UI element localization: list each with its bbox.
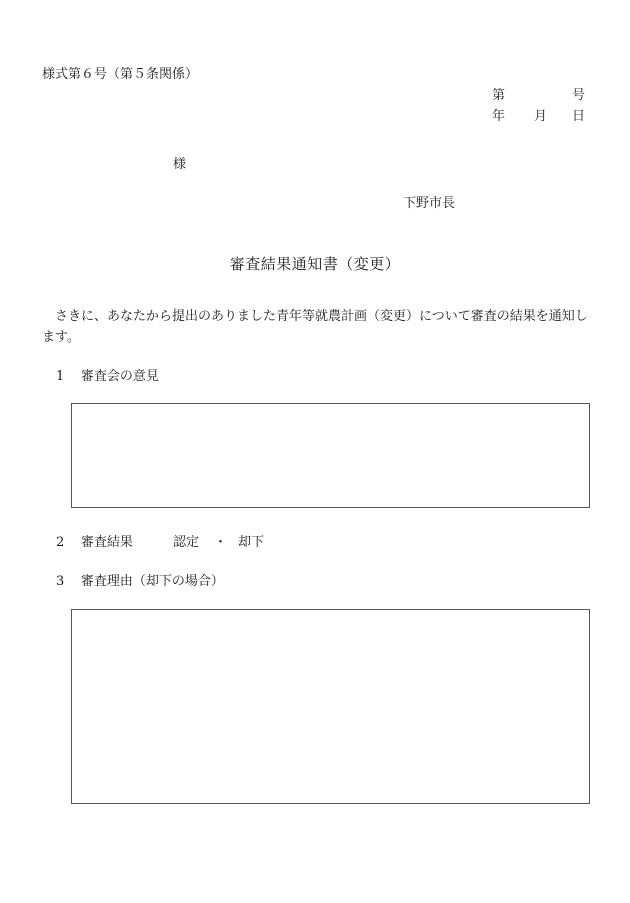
document-number-prefix: 第 xyxy=(492,88,506,103)
date-day-label: 日 xyxy=(572,109,586,124)
result-approve-option: 認定 xyxy=(173,535,200,550)
issuer-name: 下野市長 xyxy=(403,196,456,211)
date-year-label: 年 xyxy=(492,109,506,124)
opinion-box xyxy=(71,403,590,508)
form-number-label: 様式第６号（第５条関係） xyxy=(42,67,199,82)
document-number-suffix: 号 xyxy=(572,88,586,103)
section-title: 審査結果 xyxy=(80,535,133,550)
section-number: 3 xyxy=(56,574,65,589)
section-number: 2 xyxy=(56,535,65,550)
section-title: 審査理由（却下の場合） xyxy=(80,574,224,589)
result-separator: ・ xyxy=(214,535,228,550)
section-opinion-heading xyxy=(56,370,159,383)
body-paragraph: さきに、あなたから提出のありました青年等就農計画（変更）について審査の結果を通知します。 xyxy=(42,309,588,345)
document-title: 審査結果通知書（変更） xyxy=(229,255,401,273)
date-month-label: 月 xyxy=(534,109,548,124)
result-reject-option: 却下 xyxy=(238,535,265,550)
reason-box xyxy=(71,609,590,804)
recipient-honorific: 様 xyxy=(173,157,187,172)
section-result-heading xyxy=(56,536,133,549)
section-reason-heading xyxy=(56,575,224,588)
section-title: 審査会の意見 xyxy=(80,369,159,384)
section-number: 1 xyxy=(56,369,65,384)
